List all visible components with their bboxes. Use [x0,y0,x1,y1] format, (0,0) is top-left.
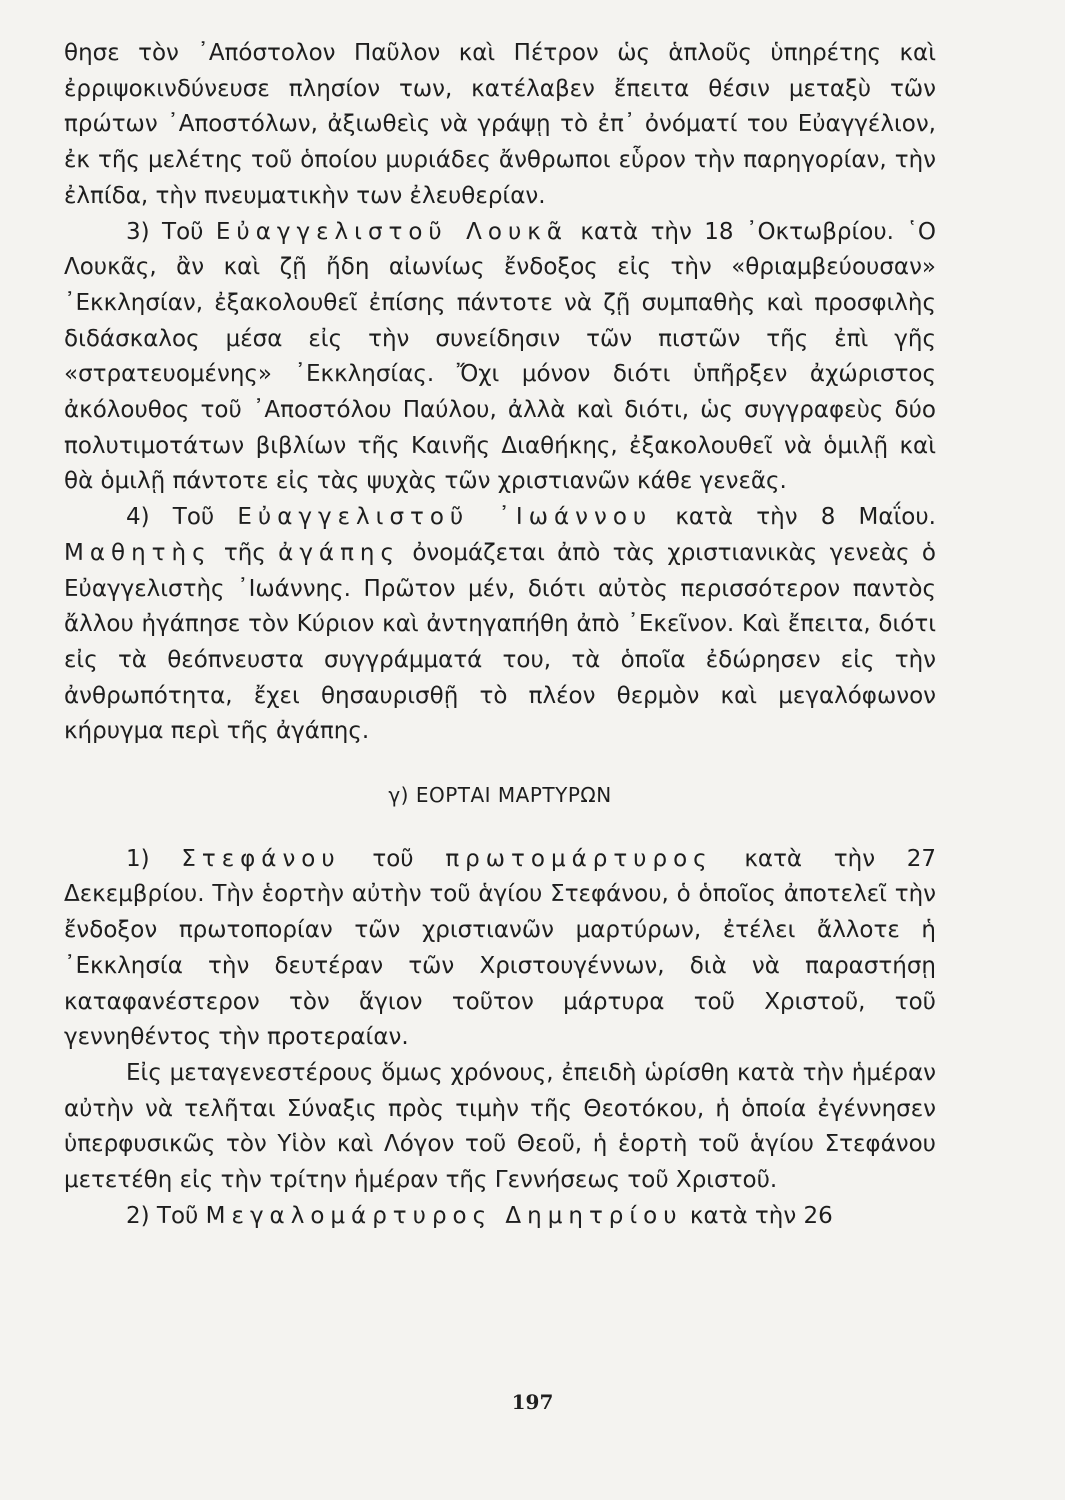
saint-name-spaced: Εὐαγγελιστοῦ ᾿Ιωάννου [237,504,653,531]
paragraph-text: τοῦ [340,845,446,872]
paragraph-luke [64,215,936,501]
paragraph-text: κατὰ τὴν 27 Δεκεμβρίου. Τὴν ἑορτὴν αὐτὴν τοῦ ἁγίου Στεφάνου, ὁ ὁποῖος ἀποτελεῖ τὴν ἔνδοξον πρωτοπορίαν τῶν χριστιανῶν μαρτύρων, ἐτέλει ἄλλοτε ἡ ᾿Εκκλησία τὴν δευτέραν τῶν Χριστουγέννων, διὰ νὰ παραστήσῃ καταφανέστερον τὸν ἅγιον τοῦτον μάρτυρα τοῦ Χριστοῦ, τοῦ γεννηθέντος τὴν προτεραίαν. [64,845,937,1051]
saint-name-spaced: Εὐαγγελιστοῦ Λουκᾶ [215,218,568,245]
saint-name-spaced: Στεφάνου [181,845,341,872]
body-text [64,36,936,1235]
paragraph-text: κατὰ τὴν 26 [682,1202,833,1229]
item-number: 3) Τοῦ [126,218,204,245]
paragraph-text: κατὰ τὴν 8 Μαΐου. [652,504,936,531]
paragraph-text: κατὰ τὴν 18 ᾿Οκτωβρίου. ῾Ο Λουκᾶς, ἂν καὶ ζῇ ἤδη αἰωνίως ἔνδοξος εἰς τὴν «θριαμβεύουσαν» ᾿Εκκλησίαν, ἐξακολουθεῖ ἐπίσης πάντοτε νὰ ζῇ συμπαθὴς καὶ προσφιλὴς διδάσκαλος μέσα εἰς τὴν συνείδησιν τῶν πιστῶν τῆς ἐπὶ γῆς «στρατευομένης» ᾿Εκκλησίας. Ὄχι μόνον διότι ὑπῆρξεν ἀχώριστος ἀκόλουθος τοῦ ᾿Αποστόλου Παύλου, ἀλλὰ καὶ διότι, ὡς συγγραφεὺς δύο πολυτιμοτάτων βιβλίων τῆς Καινῆς Διαθήκης, ἐξακολουθεῖ νὰ ὁμιλῇ καὶ θὰ ὁμιλῇ πάντοτε εἰς τὰς ψυχὰς τῶν χριστιανῶν κάθε γενεᾶς. [64,218,936,495]
paragraph-text: ὀνομάζεται ἀπὸ τὰς χριστιανικὰς γενεὰς ὁ Εὐαγγελιστὴς ᾿Ιωάννης. Πρῶτον μέν, διότι αὐτὸς περισσότερον παντὸς ἄλλου ἠγάπησε τὸν Κύριον καὶ ἀντηγαπήθη ἀπὸ ᾿Εκεῖνον. Καὶ ἔπειτα, διότι εἰς τὰ θεόπνευστα συγγράμματά του, τὰ ὁποῖα ἐδώρησεν εἰς τὴν ἀνθρωπότητα, ἔχει θησαυρισθῇ τὸ πλέον θερμὸν καὶ μεγαλόφωνον κήρυγμα περὶ τῆς ἀγάπης. [64,539,936,745]
paragraph-text: τῆς [211,539,279,566]
paragraph-intro: θησε τὸν ᾿Απόστολον Παῦλον καὶ Πέτρον ὡς ἁπλοῦς ὑπηρέτης καὶ ἐρριψοκινδύνευσε πλησίον των, κατέλαβεν ἔπειτα θέσιν μεταξὺ τῶν πρώτων ᾿Αποστόλων, ἀξιωθεὶς νὰ γράψῃ τὸ ἐπ᾿ ὀνόματί του Εὐαγγέλιον, ἐκ τῆς μελέτης τοῦ ὁποίου μυριάδες ἄνθρωποι εὗρον τὴν παρηγορίαν, τὴν ἐλπίδα, τὴν πνευματικὴν των ἐλευθερίαν. [64,40,936,209]
paragraph-later-times: Εἰς μεταγενεστέρους ὅμως χρόνους, ἐπειδὴ ὡρίσθη κατὰ τὴν ἡμέραν αὐτὴν νὰ τελῆται Σύναξις πρὸς τιμὴν τῆς Θεοτόκου, ἡ ὁποία ἐγέννησεν ὑπερφυσικῶς τὸν Υἱὸν καὶ Λόγον τοῦ Θεοῦ, ἡ ἑορτὴ τοῦ ἁγίου Στεφάνου μετετέθη εἰς τὴν τρίτην ἡμέραν τῆς Γεννήσεως τοῦ Χριστοῦ. [64,1059,936,1194]
page-number: 197 [511,1390,554,1414]
paragraph-demetrius [64,1199,936,1235]
saint-name-spaced: Μεγαλομάρτυρος Δημητρίου [205,1202,683,1229]
item-number: 1) [126,845,150,872]
section-heading: γ) ΕΟΡΤΑΙ ΜΑΡΤΥΡΩΝ [388,783,612,808]
emphasis-spaced: πρωτομάρτυρος [445,845,713,872]
emphasis-spaced: Μαθητὴς [64,539,212,566]
item-number: 2) Τοῦ [126,1202,199,1229]
paragraph-john [64,500,936,750]
emphasis-spaced: ἀγάπης [278,539,401,566]
paragraph-stephen [64,842,936,1056]
item-number: 4) Τοῦ [126,504,215,531]
